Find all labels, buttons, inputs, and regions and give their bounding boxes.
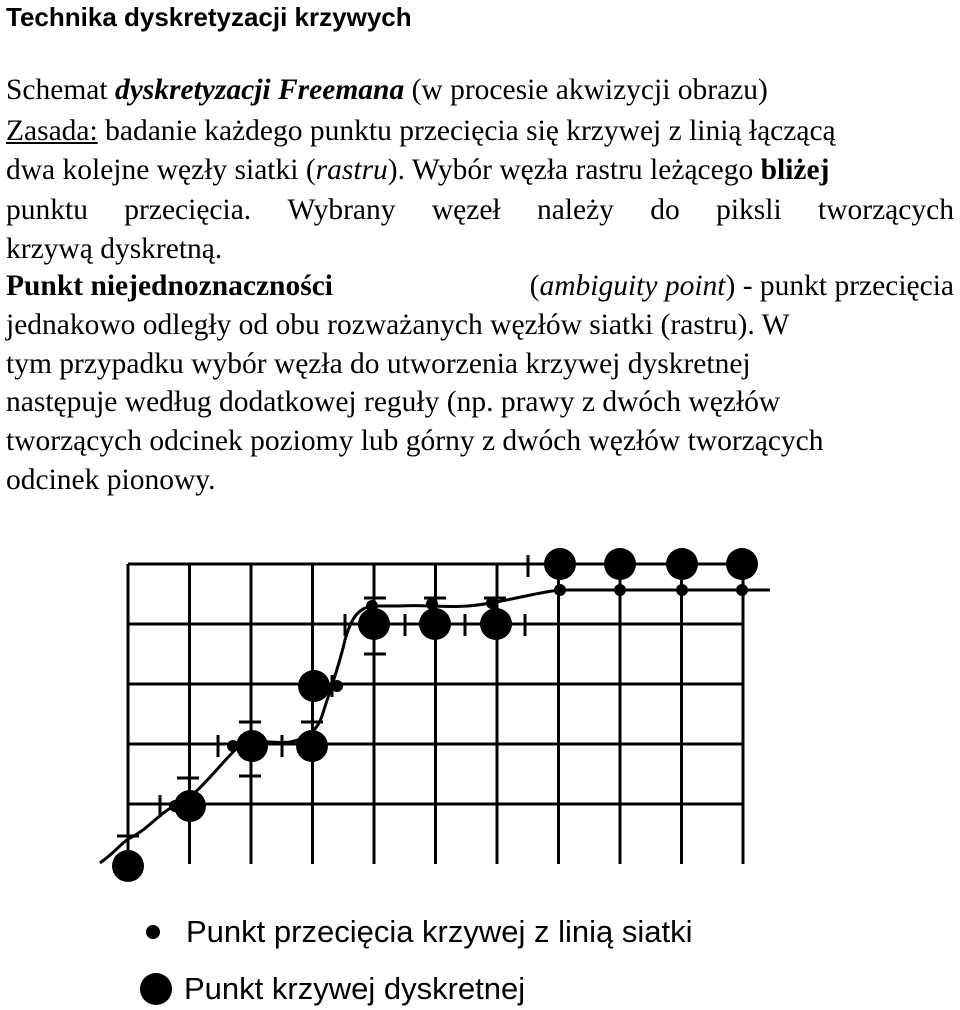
intersection-point <box>614 584 626 596</box>
rule-word: Wybrany <box>287 194 396 226</box>
rule-text-1: badanie każdego punktu przecięcia się krzywej z linią łączącą <box>97 115 836 147</box>
ambiguity-line-1 <box>6 267 954 305</box>
discrete-point <box>544 548 576 580</box>
large-dot-icon <box>140 973 172 1005</box>
ambiguity-italic: ambiguity point <box>539 270 726 302</box>
intro-term: dyskretyzacji Freemana <box>114 74 405 106</box>
intersection-point <box>736 584 748 596</box>
discrete-point <box>604 548 636 580</box>
rule-line-2 <box>6 151 829 189</box>
page-title: Technika dyskretyzacji krzywych <box>6 2 412 32</box>
intro-lead: Schemat <box>6 74 115 106</box>
discrete-point <box>236 730 268 762</box>
intersection-point <box>676 584 688 596</box>
freeman-diagram <box>0 540 960 900</box>
rule-word: przecięcia. <box>124 194 252 226</box>
rule-label: Zasada: <box>6 115 98 147</box>
rule-line-3 <box>6 191 954 229</box>
discrete-point <box>419 608 451 640</box>
rule-word: należy <box>536 194 614 226</box>
discrete-point <box>480 608 512 640</box>
ambiguity-line-2: jednakowo odległy od obu rozważanych węzłów siatki (rastru). W <box>6 309 790 341</box>
rule-word: do <box>650 194 680 226</box>
rule-word: tworzących <box>818 194 954 226</box>
discrete-point <box>296 730 328 762</box>
rule-word: piksli <box>716 194 782 226</box>
ambiguity-paren: ( <box>522 270 540 302</box>
discrete-point <box>112 850 144 882</box>
rule-word: węzeł <box>431 194 501 226</box>
discrete-point <box>358 608 390 640</box>
rule-line-1 <box>6 112 836 150</box>
rule-italic: rastru <box>315 154 388 186</box>
intersection-point <box>331 680 343 692</box>
rule-text-2a: dwa kolejne węzły siatki ( <box>6 154 316 186</box>
legend-label-intersection: Punkt przecięcia krzywej z linią siatki <box>186 914 693 949</box>
legend-item-intersection <box>140 912 693 952</box>
ambiguity-line-3: tym przypadku wybór węzła do utworzenia krzywej dyskretnej <box>6 348 751 380</box>
legend-item-discrete <box>140 969 525 1009</box>
ambiguity-line-4: następuje według dodatkowej reguły (np. prawy z dwóch węzłów <box>6 386 781 418</box>
rule-text-2b: ). Wybór węzła rastru leżącego <box>387 154 761 186</box>
legend-label-discrete: Punkt krzywej dyskretnej <box>184 971 526 1006</box>
intro-line <box>6 71 768 109</box>
discrete-point <box>666 548 698 580</box>
ambiguity-text-1: ) - punkt przecięcia <box>725 270 954 302</box>
rule-bold: bliżej <box>760 154 830 186</box>
intersection-point <box>486 597 498 609</box>
intersection-point <box>554 584 566 596</box>
intro-tail: (w procesie akwizycji obrazu) <box>404 74 768 106</box>
intersection-points <box>169 584 748 812</box>
ambiguity-line-5: tworzących odcinek poziomy lub górny z dwóch węzłów tworzących <box>6 425 824 457</box>
discrete-point <box>174 790 206 822</box>
discrete-point <box>726 548 758 580</box>
rule-line-4: krzywą dyskretną. <box>6 233 223 265</box>
ambiguity-term: Punkt niejednoznaczności <box>6 270 333 302</box>
small-dot-icon <box>146 925 160 939</box>
rule-word: punktu <box>6 194 88 226</box>
ambiguity-line-6: odcinek pionowy. <box>6 464 216 496</box>
discrete-point <box>298 670 330 702</box>
